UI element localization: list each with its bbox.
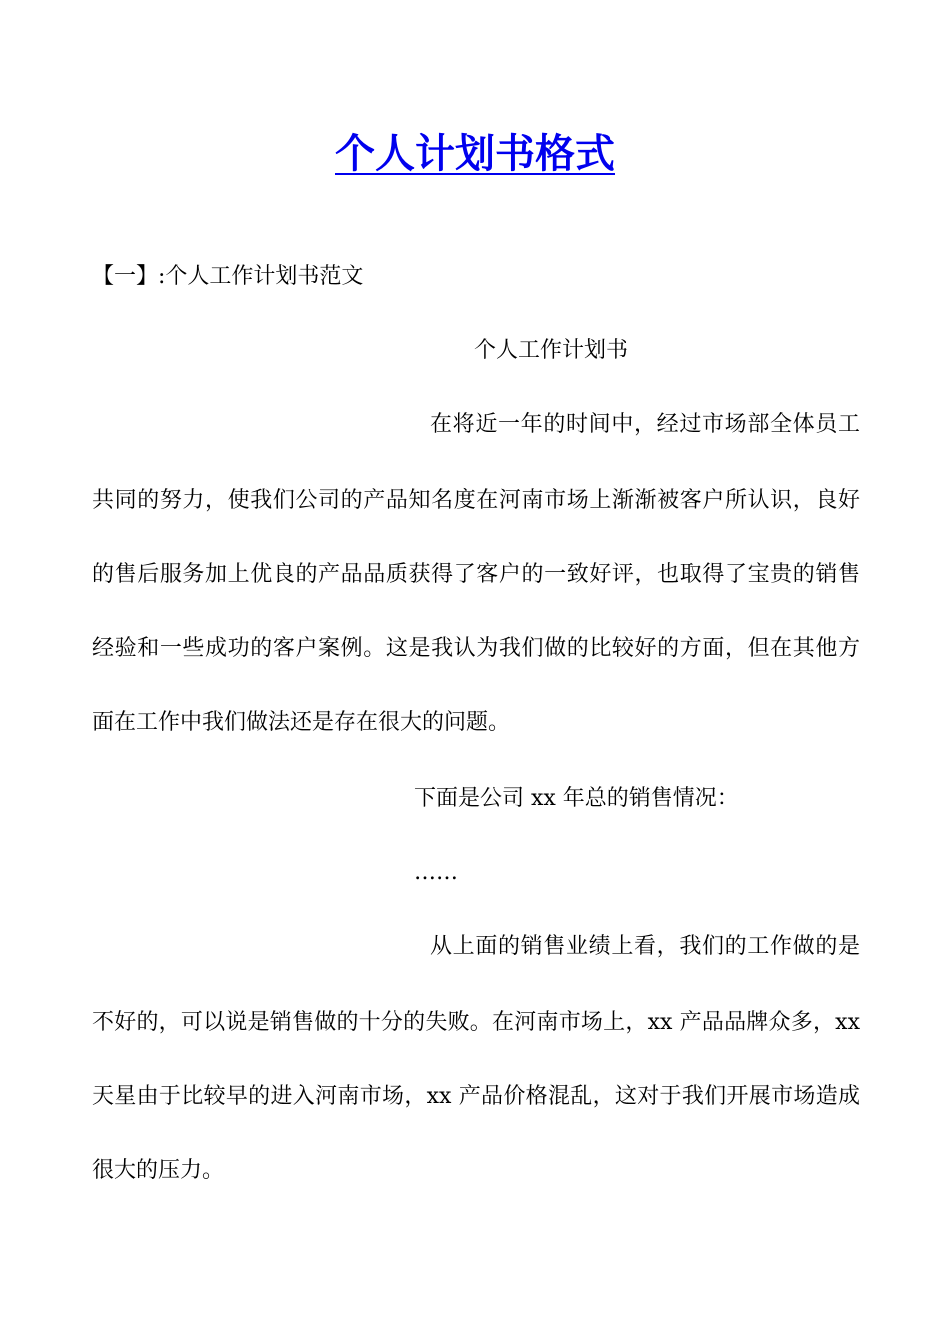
section-heading: 【一】:个人工作计划书范文 xyxy=(92,264,364,289)
sales-intro: 下面是公司 xx 年总的销售情况： xyxy=(414,786,739,811)
paragraph2-line-2: 不好的，可以说是销售做的十分的失败。在河南市场上，xx 产品品牌众多，xx xyxy=(92,1010,860,1035)
paragraph2-line-3: 天星由于比较早的进入河南市场，xx 产品价格混乱，这对于我们开展市场造成 xyxy=(92,1084,860,1109)
paragraph2-line-1: 从上面的销售业绩上看，我们的工作做的是 xyxy=(430,934,860,959)
ellipsis: …… xyxy=(414,860,458,885)
paragraph2-line-4: 很大的压力。 xyxy=(92,1158,225,1183)
paragraph1-line-4: 经验和一些成功的客户案例。这是我认为我们做的比较好的方面，但在其他方 xyxy=(92,636,860,661)
document-title-link[interactable]: 个人计划书格式 xyxy=(335,130,615,177)
subtitle: 个人工作计划书 xyxy=(474,338,629,363)
paragraph1-line-5: 面在工作中我们做法还是存在很大的问题。 xyxy=(92,710,511,735)
paragraph1-line-1: 在将近一年的时间中，经过市场部全体员工 xyxy=(430,412,860,437)
paragraph1-line-2: 共同的努力，使我们公司的产品知名度在河南市场上渐渐被客户所认识，良好 xyxy=(92,488,860,513)
paragraph1-line-3: 的售后服务加上优良的产品品质获得了客户的一致好评，也取得了宝贵的销售 xyxy=(92,562,860,587)
